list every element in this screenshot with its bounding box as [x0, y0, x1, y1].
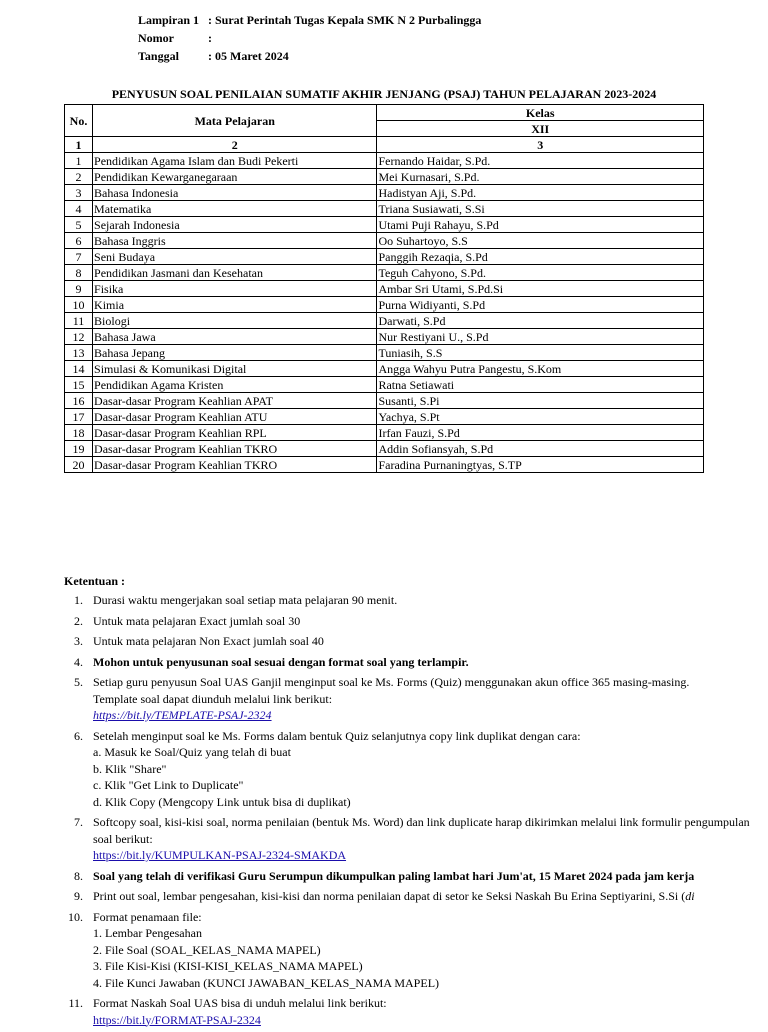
- row-number: 7: [65, 249, 93, 265]
- ketentuan-title: Ketentuan :: [64, 574, 125, 588]
- teacher-cell: Oo Suhartoyo, S.S: [377, 233, 704, 249]
- ketentuan-section: [64, 574, 764, 1032]
- table-row: [65, 393, 704, 409]
- index-cell: 2: [93, 137, 377, 153]
- row-number: 20: [65, 457, 93, 473]
- row-number: 13: [65, 345, 93, 361]
- subject-cell: Dasar-dasar Program Keahlian RPL: [93, 425, 377, 441]
- subject-cell: Pendidikan Jasmani dan Kesehatan: [93, 265, 377, 281]
- header-key: Tanggal: [138, 49, 179, 63]
- subject-cell: Bahasa Indonesia: [93, 185, 377, 201]
- row-number: 9: [65, 281, 93, 297]
- row-number: 12: [65, 329, 93, 345]
- item-subline: b. Klik "Share": [93, 761, 167, 776]
- item-text: Setelah menginput soal ke Ms. Forms dalam bentuk Quiz selanjutnya copy link duplikat dengan cara:: [93, 728, 581, 743]
- table-row: [65, 201, 704, 217]
- row-number: 19: [65, 441, 93, 457]
- item-text: Format Naskah Soal UAS bisa di unduh melalui link berikut:: [93, 996, 387, 1010]
- subject-cell: Bahasa Jawa: [93, 329, 377, 345]
- table-body: [65, 153, 704, 473]
- table-row: [65, 217, 704, 233]
- item-number: 5.: [74, 675, 83, 689]
- ketentuan-item: [64, 728, 764, 811]
- ketentuan-item: [64, 654, 764, 671]
- subject-cell: Sejarah Indonesia: [93, 217, 377, 233]
- header-row-nomor: [138, 29, 481, 47]
- table-row: [65, 169, 704, 185]
- teacher-cell: Faradina Purnaningtyas, S.TP: [377, 457, 704, 473]
- ketentuan-list: [64, 592, 764, 1032]
- teacher-cell: Addin Sofiansyah, S.Pd: [377, 441, 704, 457]
- teacher-cell: Nur Restiyani U., S.Pd: [377, 329, 704, 345]
- table-row: [65, 265, 704, 281]
- ketentuan-item: [64, 674, 764, 724]
- item-number: 2.: [74, 613, 83, 628]
- table-row: [65, 425, 704, 441]
- item-link[interactable]: https://bit.ly/KUMPULKAN-PSAJ-2324-SMAKDA: [93, 848, 347, 862]
- item-subline: d. Klik Copy (Mengcopy Link untuk bisa di duplikat): [93, 794, 351, 809]
- item-subline: 4. File Kunci Jawaban (KUNCI JAWABAN_KELAS_NAMA MAPEL): [93, 975, 440, 990]
- table-row: [65, 345, 704, 361]
- header-key: Nomor: [138, 31, 174, 45]
- header-key: Lampiran 1: [138, 13, 200, 27]
- row-number: 16: [65, 393, 93, 409]
- item-text: Softcopy soal, kisi-kisi soal, norma penilaian (bentuk Ms. Word) dan link duplicate harap dikirimkan melalui link formulir pengumpulan soal berikut:: [93, 815, 750, 846]
- item-number: 3.: [74, 634, 83, 648]
- table-row: [65, 153, 704, 169]
- document-title: PENYUSUN SOAL PENILAIAN SUMATIF AKHIR JENJANG (PSAJ) TAHUN PELAJARAN 2023-2024: [111, 87, 657, 101]
- subject-cell: Matematika: [93, 201, 377, 217]
- table-row: [65, 297, 704, 313]
- subject-cell: Biologi: [93, 313, 377, 329]
- subject-cell: Dasar-dasar Program Keahlian TKRO: [93, 441, 377, 457]
- teacher-cell: Purna Widiyanti, S.Pd: [377, 297, 704, 313]
- item-subline: 1. Lembar Pengesahan: [93, 926, 202, 940]
- item-text: Setiap guru penyusun Soal UAS Ganjil menginput soal ke Ms. Forms (Quiz) menggunakan akun office 365 masing-masing.: [93, 675, 690, 689]
- teacher-cell: Angga Wahyu Putra Pangestu, S.Kom: [377, 361, 704, 377]
- item-text: Durasi waktu mengerjakan soal setiap mata pelajaran 90 menit.: [93, 593, 398, 607]
- row-number: 5: [65, 217, 93, 233]
- item-number: 10.: [68, 909, 83, 924]
- subject-cell: Pendidikan Kewarganegaraan: [93, 169, 377, 185]
- item-link[interactable]: https://bit.ly/TEMPLATE-PSAJ-2324: [93, 708, 272, 722]
- col-header-mapel: Mata Pelajaran: [93, 105, 377, 137]
- teacher-cell: Panggih Rezaqia, S.Pd: [377, 249, 704, 265]
- row-number: 11: [65, 313, 93, 329]
- table-row: [65, 409, 704, 425]
- table-row: [65, 185, 704, 201]
- subject-cell: Pendidikan Agama Islam dan Budi Pekerti: [93, 153, 377, 169]
- item-text: Format penamaan file:: [93, 909, 202, 924]
- teacher-cell: Hadistyan Aji, S.Pd.: [377, 185, 704, 201]
- subject-cell: Bahasa Inggris: [93, 233, 377, 249]
- ketentuan-item: [64, 868, 764, 885]
- ketentuan-item: [64, 814, 764, 864]
- row-number: 18: [65, 425, 93, 441]
- item-number: 4.: [74, 654, 83, 669]
- item-link[interactable]: https://bit.ly/FORMAT-PSAJ-2324: [93, 1012, 261, 1027]
- row-number: 14: [65, 361, 93, 377]
- subject-cell: Kimia: [93, 297, 377, 313]
- ketentuan-item: [64, 888, 764, 905]
- teacher-cell: Irfan Fauzi, S.Pd: [377, 425, 704, 441]
- teacher-cell: Susanti, S.Pi: [377, 393, 704, 409]
- row-number: 15: [65, 377, 93, 393]
- item-text: Untuk mata pelajaran Non Exact jumlah soal 40: [93, 634, 324, 648]
- table-row: [65, 441, 704, 457]
- col-header-kelas: Kelas: [377, 105, 704, 121]
- ketentuan-item: [64, 909, 764, 992]
- item-subline: a. Masuk ke Soal/Quiz yang telah di buat: [93, 745, 291, 759]
- row-number: 4: [65, 201, 93, 217]
- table-row: [65, 281, 704, 297]
- index-cell: 3: [377, 137, 704, 153]
- teacher-cell: Fernando Haidar, S.Pd.: [377, 153, 704, 169]
- item-number: 8.: [74, 868, 83, 883]
- row-number: 1: [65, 153, 93, 169]
- teacher-cell: Yachya, S.Pt: [377, 409, 704, 425]
- row-number: 3: [65, 185, 93, 201]
- subject-cell: Fisika: [93, 281, 377, 297]
- col-header-kelas-xii: XII: [377, 121, 704, 137]
- item-subline: Template soal dapat diunduh melalui link berikut:: [93, 691, 333, 706]
- table-row: [65, 361, 704, 377]
- item-text: Mohon untuk penyusunan soal sesuai dengan format soal yang terlampir.: [93, 654, 469, 669]
- item-number: 7.: [74, 815, 83, 829]
- index-cell: 1: [65, 137, 93, 153]
- row-number: 8: [65, 265, 93, 281]
- ketentuan-item: [64, 592, 764, 609]
- table-row: [65, 313, 704, 329]
- item-text: Soal yang telah di verifikasi Guru Serumpun dikumpulkan paling lambat hari Jum'at, 15 Maret 2024 pada jam kerja: [93, 868, 695, 883]
- row-number: 10: [65, 297, 93, 313]
- item-subline: 2. File Soal (SOAL_KELAS_NAMA MAPEL): [93, 942, 321, 957]
- ketentuan-item: [64, 995, 764, 1028]
- table-row: [65, 377, 704, 393]
- teacher-cell: Utami Puji Rahayu, S.Pd: [377, 217, 704, 233]
- row-number: 17: [65, 409, 93, 425]
- col-header-no: No.: [65, 105, 93, 137]
- item-number: 1.: [74, 593, 83, 607]
- row-number: 6: [65, 233, 93, 249]
- item-text-tail: di: [685, 889, 695, 903]
- subject-cell: Simulasi & Komunikasi Digital: [93, 361, 377, 377]
- header-row-tanggal: [138, 47, 481, 65]
- item-text: Print out soal, lembar pengesahan, kisi-kisi dan norma penilaian dapat di setor ke Seksi Naskah Bu Erina Septiyarini, S.Si (: [93, 889, 686, 903]
- subject-cell: Dasar-dasar Program Keahlian ATU: [93, 409, 377, 425]
- item-number: 9.: [74, 889, 83, 903]
- assignment-table: [64, 104, 704, 473]
- table-row: [65, 233, 704, 249]
- teacher-cell: Teguh Cahyono, S.Pd.: [377, 265, 704, 281]
- subject-cell: Dasar-dasar Program Keahlian TKRO: [93, 457, 377, 473]
- header-value: : Surat Perintah Tugas Kepala SMK N 2 Purbalingga: [208, 13, 482, 27]
- item-subline: c. Klik "Get Link to Duplicate": [93, 778, 244, 792]
- header-value: : 05 Maret 2024: [208, 49, 289, 63]
- table-row: [65, 249, 704, 265]
- item-number: 11.: [68, 996, 83, 1010]
- ketentuan-item: [64, 613, 764, 630]
- table-row: [65, 457, 704, 473]
- subject-cell: Seni Budaya: [93, 249, 377, 265]
- subject-cell: Dasar-dasar Program Keahlian APAT: [93, 393, 377, 409]
- teacher-cell: Darwati, S.Pd: [377, 313, 704, 329]
- teacher-cell: Ratna Setiawati: [377, 377, 704, 393]
- subject-cell: Pendidikan Agama Kristen: [93, 377, 377, 393]
- row-number: 2: [65, 169, 93, 185]
- header-value: :: [208, 31, 212, 45]
- header-row-lampiran: [138, 11, 481, 29]
- ketentuan-item: [64, 633, 764, 650]
- teacher-cell: Ambar Sri Utami, S.Pd.Si: [377, 281, 704, 297]
- table-row: [65, 329, 704, 345]
- teacher-cell: Tuniasih, S.S: [377, 345, 704, 361]
- letter-header: [138, 11, 481, 65]
- item-number: 6.: [74, 728, 83, 743]
- item-text: Untuk mata pelajaran Exact jumlah soal 30: [93, 613, 301, 628]
- subject-cell: Bahasa Jepang: [93, 345, 377, 361]
- teacher-cell: Triana Susiawati, S.Si: [377, 201, 704, 217]
- item-subline: 3. File Kisi-Kisi (KISI-KISI_KELAS_NAMA MAPEL): [93, 959, 363, 973]
- teacher-cell: Mei Kurnasari, S.Pd.: [377, 169, 704, 185]
